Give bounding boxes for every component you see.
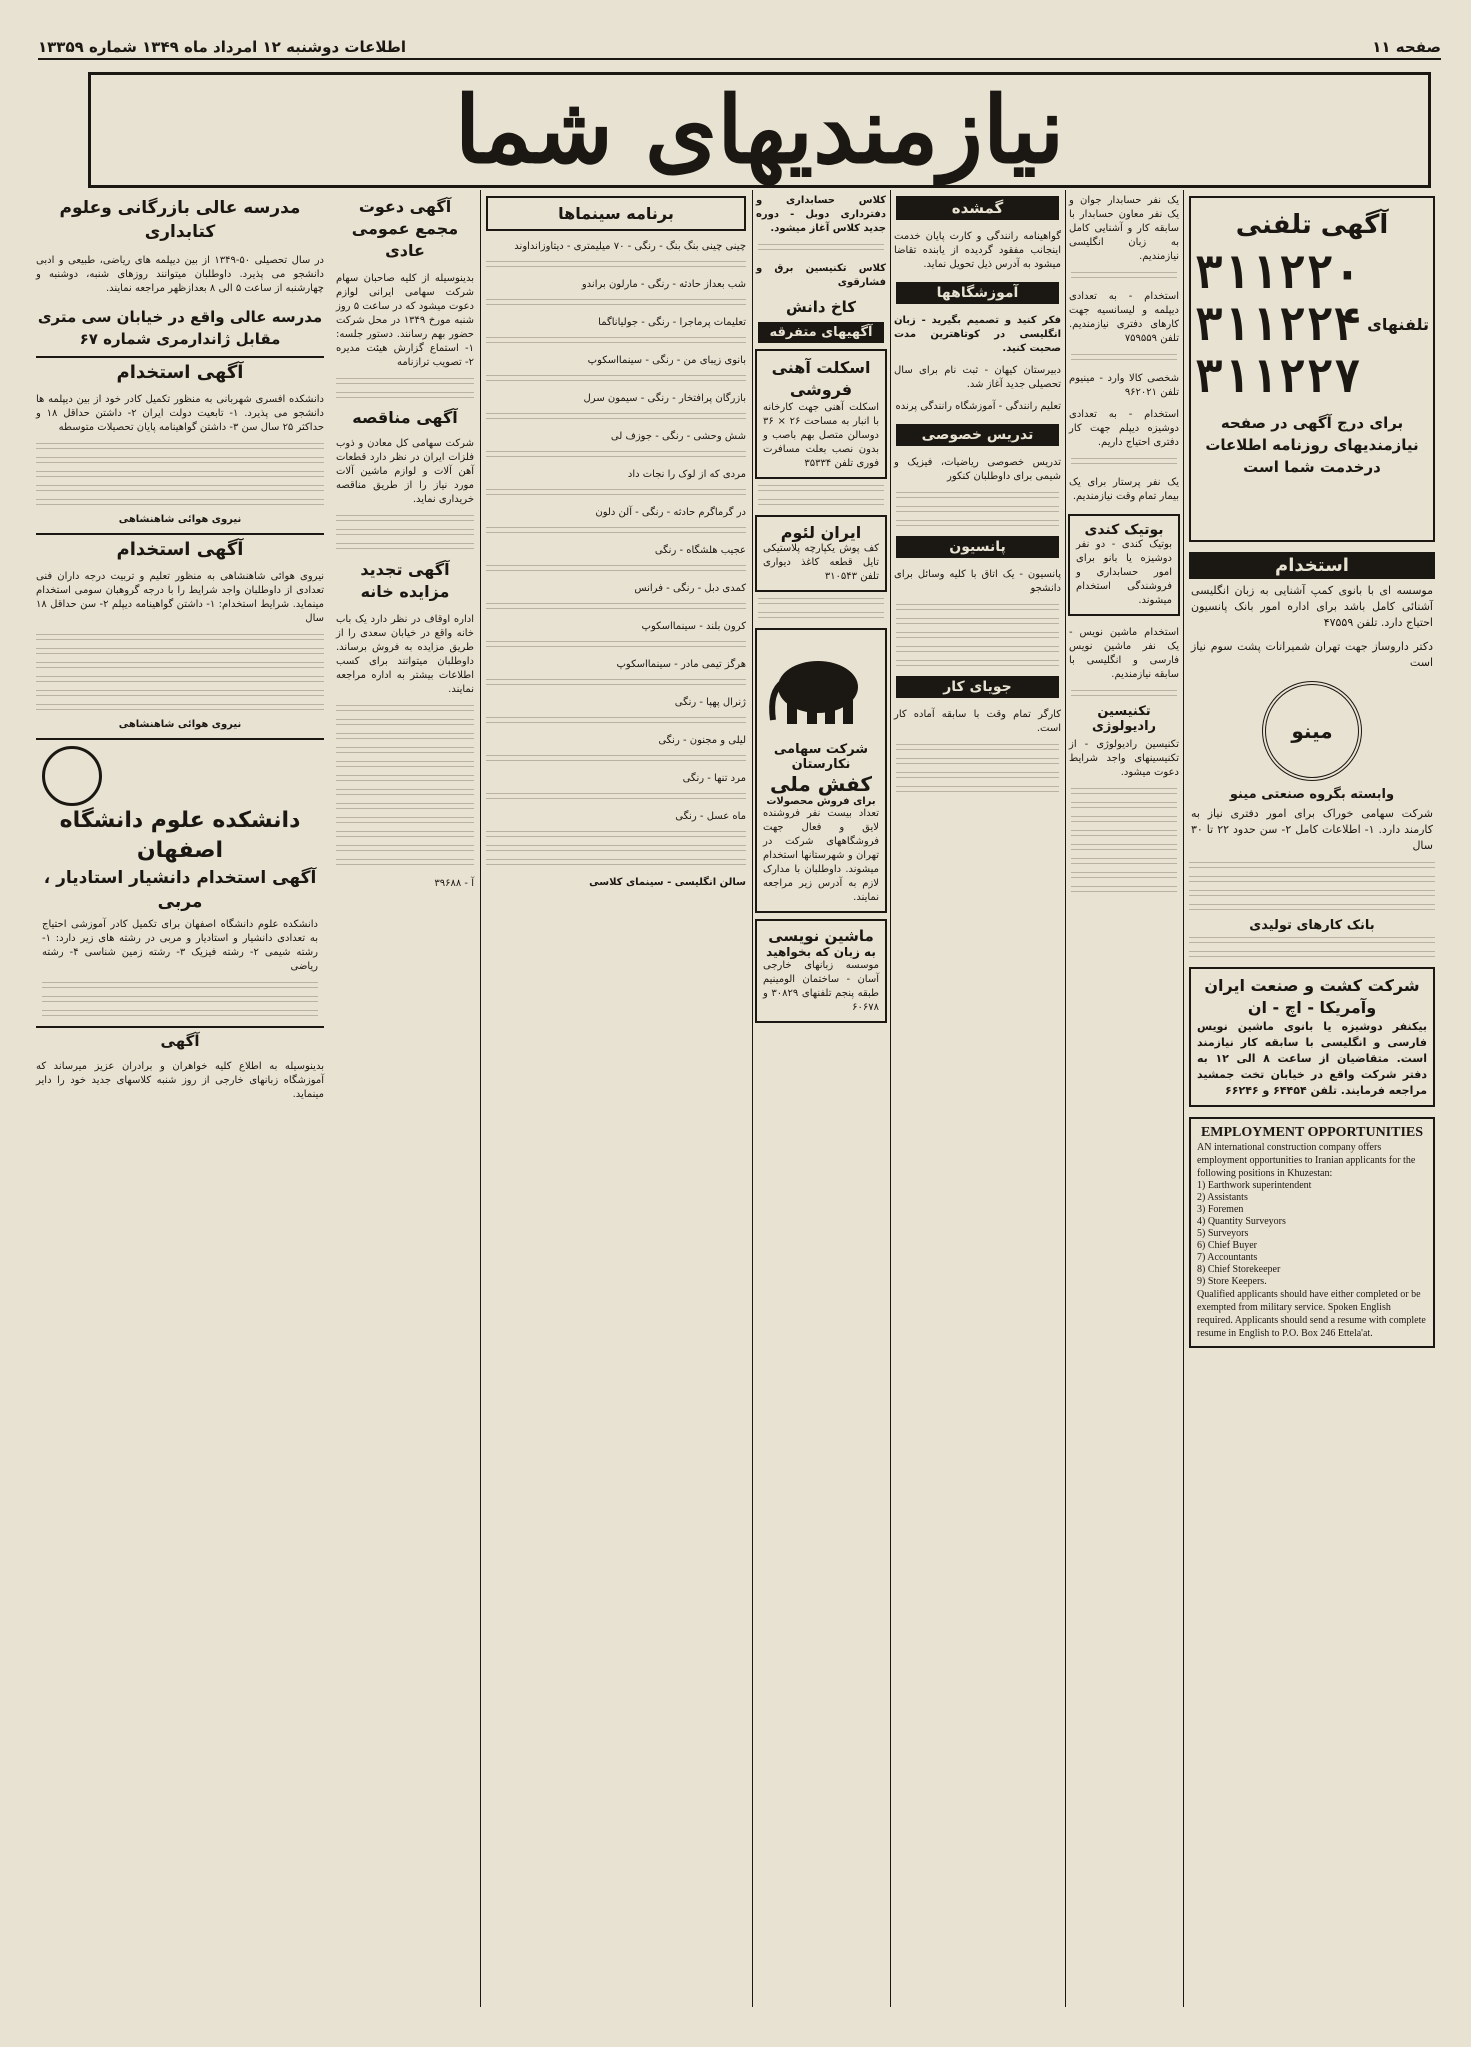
column-6 [330,190,481,2007]
menu-body: شرکت سهامی خوراک برای امور دفتری نیاز به کارمند دارد. ۱- اطلاعات کامل ۲- سن حدود ۲۲ تا ۳۰ سال [1191,807,1434,852]
typist-sub: به زبان که بخواهید [766,945,876,959]
meeting-title: آگهی دعوت مجمع عمومی عادی [351,197,459,260]
elephant-ad-box [755,628,887,913]
listing-footer: سالن انگلیسی - سینمای کلاسی [589,877,746,888]
phone-label: تلفنهای [1367,314,1429,334]
column-1 [1183,190,1441,2007]
notice-title: آگهی [36,1026,324,1050]
typist-box [755,919,887,1023]
listing: تعلیمات پرماجرا - رنگی - جولیاناگما [598,317,746,328]
university-emblem-icon [42,746,102,806]
ad-text: تدریس خصوصی ریاضیات، فیزیک و شیمی برای داوطلبان کنکور [894,457,1061,482]
boutique-box [1068,514,1180,616]
menu-badge-icon [1262,681,1362,781]
boutique-title: بوتیک کندی [1084,522,1164,538]
ad-text: یک نفر حسابدار جوان و یک نفر معاون حسابدار با سابقه کار و آشنایی کامل به زبان انگلیسی نیازمندیم. [1069,195,1179,262]
elephant-brand: کفش ملی [769,772,873,796]
listing: عجیب هلشگاه - رنگی [654,545,746,556]
employment-body: نیروی هوائی شاهنشاهی به منظور تعلیم و تربیت درجه داران فنی تعدادی از داوطلبان واجد شرایط را با درجه گروهبان سومی استخدام مینماید. شرایط استخدام: ۱- داشتن گواهینامه دیپلم ۲- سن حداقل ۱۸ سال [36,571,324,624]
university-body: دانشکده علوم دانشگاه اصفهان برای تکمیل کادر آموزشی احتیاج به تعدادی دانشیار و استادیار و مربی در رشته های زیر دارد: ۱- رشته شیمی ۲- رشته فیزیک ۳- رشته زمین شناسی ۴- رشته ریاضی [42,919,319,972]
bank-ad: بانک کارهای تولیدی [1249,918,1375,933]
listing: بانوی زیبای من - رنگی - سینمااسکوپ [587,355,746,366]
employment-en-item: 1) Earthwork superintendent [1197,1180,1312,1191]
university-title: دانشکده علوم دانشگاه اصفهان [59,808,301,863]
employment-title: آگهی استخدام [36,356,324,383]
menu-subtitle: وابسته بگروه صنعتی مینو [1229,787,1395,802]
employment-en-item: 2) Assistants [1197,1192,1248,1203]
employment-en-title: EMPLOYMENT OPPORTUNITIES [1200,1125,1424,1140]
ad-text: تعلیم رانندگی - آموزشگاه رانندگی پرنده [895,401,1061,412]
page-number: صفحه ۱۱ [1372,38,1441,56]
iran-lamp-box [755,515,887,592]
iran-lamp-title: ایران لئوم [780,523,862,542]
employment-en-box [1189,1117,1435,1348]
auction-title: آگهی تجدید مزایده خانه [360,560,450,601]
employment-en-item: 5) Surveyors [1197,1228,1249,1239]
ad-text: شخصی کالا وارد - مینیوم تلفن ۹۶۲۰۲۱ [1069,373,1179,398]
listing: کمدی دبل - رنگی - فرانس [634,583,746,594]
misc-header: آگهیهای متفرقه [758,322,884,343]
employment-title: آگهی استخدام [36,533,324,560]
listing: شش وحشی - رنگی - جوزف لی [610,431,746,442]
listing: مردی که از لوک را نجات داد [627,469,746,480]
listing: چینی چینی بنگ بنگ - رنگی - ۷۰ میلیمتری - دیتاوزانداوند [514,241,746,252]
ad-text: استخدام ماشین نویس - یک نفر ماشین نویس فارسی و انگلیسی با سابقه نیازمندیم. [1069,627,1179,680]
section-title: نیازمندیهای شما [454,76,1065,184]
employment-en-item: 7) Accountants [1197,1252,1258,1263]
company-ad-box [1189,967,1435,1107]
listing: هرگز تیمی مادر - سینمااسکوپ [616,659,746,670]
listing: بازرگان پرافتخار - رنگی - سیمون سرل [583,393,746,404]
employment-footer: نیروی هوائی شاهنشاهی [118,514,242,525]
listing: ژنرال پهپا - رنگی [674,697,746,708]
section-banner [88,72,1431,188]
employment-en-item: 4) Quantity Surveyors [1197,1216,1286,1227]
ad-text: یک نفر پرستار برای یک بیمار تمام وقت نیازمندیم. [1069,477,1179,502]
elephant-company: شرکت سهامی نکارستان [773,742,869,772]
employment-en-item: 6) Chief Buyer [1197,1240,1257,1251]
auction-body: اداره اوقاف در نظر دارد یک باب خانه واقع در خیابان سعدی را از طریق مزایده به فروش برساند. داوطلبان میتوانند برای کسب اطلاعات بیشتر به اداره مراجعه نمایند. [336,614,474,695]
cinema-header: برنامه سینماها [486,196,746,231]
ad-text: استخدام - به تعدادی دیپلمه و لیسانسیه جهت کارهای دفتری نیازمندیم. تلفن ۷۵۹۵۵۹ [1069,291,1179,344]
ad-text: دبیرستان کیهان - ثبت نام برای سال تحصیلی جدید آغاز شد. [894,365,1061,390]
phone-ad-box [1189,196,1435,542]
auction-footer: آ - ۳۹۶۸۸ [434,878,474,889]
ad-text: کلاس تکنیسین برق و فشارقوی [756,263,886,288]
listing: شب بعداز حادثه - رنگی - مارلون براندو [581,279,746,290]
private-tutoring-header: تدریس خصوصی [896,424,1059,446]
listing: لیلی و مجنون - رنگی [658,735,746,746]
college-body: در سال تحصیلی ۵۰-۱۳۴۹ از بین دیپلمه های ریاضی، طبیعی و ادبی دانشجو می پذیرد. داوطلبان میتوانند روزهای شنبه، دوشنبه و چهارشنبه از ساعت ۵ الی ۸ بعدازظهر مراجعه نمایند. [36,255,324,294]
ad-text: بوتیک کندی - دو نفر دوشیزه یا بانو برای امور حسابداری و فروشندگی استخدام میشوند. [1076,539,1172,606]
column-2 [1065,190,1184,2007]
column-5 [480,190,753,2007]
notice-body: بدینوسیله به اطلاع کلیه خواهران و برادران عزیز میرساند که آموزشگاه زبانهای خارجی از روز شنبه کلاسهای جدید خود را دایر مینماید. [36,1061,324,1100]
elephant-body: تعداد بیست نفر فروشنده لایق و فعال جهت فروشگاههای شرکت در تهران و شهرستانها استخدام میشوند. داوطلبان با مدارک لازم به آدرس زیر مراجعه نمایند. [763,808,879,903]
employment-en-item: 3) Foremen [1197,1204,1244,1215]
listing: ماه عسل - رنگی [675,811,746,822]
typist-body: موسسه زبانهای خارجی آسان - ساختمان الومینیم طبقه پنجم تلفنهای ۳۰۸۲۹ و ۶۰۶۷۸ [763,960,879,1013]
ad-text: گواهینامه رانندگی و کارت پایان خدمت اینجانب مفقود گردیده از یابنده تقاضا میشود به آدرس ذیل تحویل نماید. [894,231,1061,270]
institutes-header: آموزشگاهها [896,282,1059,304]
listing: مرد تنها - رنگی [682,773,746,784]
ad-text: دکتر داروساز جهت تهران شمیرانات پشت سوم نیاز است [1191,640,1433,669]
elephant-sub: برای فروش محصولات [766,796,876,807]
ad-text: پانسیون - یک اتاق با کلیه وسائل برای دانشجو [894,569,1061,594]
column-4 [752,190,891,2007]
phone-number-1: ۳۱۱۲۲۰ [1195,245,1362,299]
tender-title: آگهی مناقصه [352,408,458,427]
column-7 [30,190,330,2007]
kakh-danesh: کاخ دانش [785,298,857,316]
tech-title: تکنیسین رادیولوژی [1091,704,1157,734]
pansion-header: پانسیون [896,536,1059,558]
typist-title: ماشین نویسی [768,927,874,945]
university-subtitle: آگهی استخدام دانشیار استادیار ، مربی [43,868,317,912]
college-address: مدرسه عالی واقع در خیابان سی متری مقابل ژاندارمری شماره ۶۷ [37,308,323,348]
ad-text: موسسه ای با بانوی کمپ آشنایی به زبان انگلیسی آشنائی کامل باشد برای اداره امور بانک پانسیون احتیاج دارد. تلفن ۴۷۵۵۹ [1191,584,1433,629]
scaffold-body: اسکلت آهنی جهت کارخانه با انبار به مساحت ۲۶ × ۳۶ دوسالن متصل بهم باصب و بدون نصب بعلت مسافرت فوری تلفن ۳۵۳۳۴ [763,402,879,469]
employment-en-item: 8) Chief Storekeeper [1197,1264,1281,1275]
elephant-icon [763,642,873,732]
employment-header: استخدام [1189,552,1435,579]
column-3 [890,190,1066,2007]
ad-text: کارگر تمام وقت با سابقه آماده کار است. [894,709,1061,734]
employment-body: دانشکده افسری شهربانی به منظور تکمیل کادر خود از بین دیپلمه ها دانشجو می پذیرد. ۱- تابعیت دولت ایران ۲- داشتن حداقل ۱۸ و حداکثر ۲۵ سال سن ۳- داشتن گواهینامه پایان تحصیلات متوسطه [36,394,325,433]
employment-en-item: 9) Store Keepers. [1197,1276,1267,1287]
tender-body: شرکت سهامی کل معادن و ذوب فلزات ایران در نظر دارد قطعات آهن آلات و لوازم ماشین آلات مورد نیاز را از طریق مناقصه خریداری نماید. [336,438,474,505]
ad-text: فکر کنید و تصمیم بگیرید - زبان انگلیسی در کوتاهترین مدت صحبت کنید. [894,315,1061,354]
menu-badge-text: مینو [1291,719,1333,743]
company-body: بیکنفر دوشیزه یا بانوی ماشین نویس فارسی و انگلیسی با سابقه کار نیازمند است. متقاضیان از ساعت ۸ الی ۱۲ به دفتر شرکت واقع در خیابان تخت جمشید مراجعه فرمایند. تلفن ۶۴۴۵۴ و ۶۶۲۴۶ [1197,1020,1427,1097]
phone-ad-note: برای درج آگهی در صفحه نیازمندیهای روزنامه اطلاعات درخدمت شما است [1205,414,1419,476]
company-title: شرکت کشت و صنعت ایران وآمریکا - اچ - ان [1204,976,1420,1017]
phone-ad-title: آگهی تلفنی [1235,210,1389,240]
listing: در گرماگرم حادثه - رنگی - آلن دلون [595,507,746,518]
ad-text: کلاس حسابداری و دفترداری دوبل - دوره جدید کلاس آغاز میشود. [756,195,886,234]
scaffold-box [755,349,887,479]
issue-line: اطلاعات دوشنبه ۱۲ امرداد ماه ۱۳۴۹ شماره ۱۳۳۵۹ [38,38,407,56]
meeting-body: بدینوسیله از کلیه صاحبان سهام شرکت سهامی ایرانی لوازم دعوت میشود که در ساعت ۵ روز شنبه مورخ ۱۳۴۹ در محل شرکت حضور بهم رسانند. دستور جلسه: ۱- استماع گزارش هیئت مدیره ۲- تصویب ترازنامه [336,273,474,368]
ad-text: تکنیسین رادیولوژی - از تکنیسینهای واجد شرایط دعوت میشود. [1069,739,1179,778]
phone-number-2: ۳۱۱۲۲۴ [1195,297,1362,351]
employment-footer: نیروی هوائی شاهنشاهی [118,719,242,730]
page-header [38,36,1441,60]
listing: کرون بلند - سینمااسکوپ [641,621,746,632]
scaffold-title: اسکلت آهنی فروشی [771,358,871,399]
phone-number-3: ۳۱۱۲۲۷ [1195,349,1362,403]
employment-en-footer: Qualified applicants should have either completed or be exempted from military service. Spoken English required. Applicants should send a resume with complete resume in English to P.O. Box 246 Ettela'at. [1197,1289,1426,1339]
ad-text: استخدام - به تعدادی دوشیزه دیپلم جهت کار دفتری احتیاج داریم. [1069,409,1179,448]
jobs-header: جویای کار [896,676,1059,698]
lost-header: گمشده [896,196,1059,220]
employment-en-body: AN international construction company offers employment opportunities to Iranian applicants for the following positions in Khuzestan: [1197,1142,1416,1179]
college-title: مدرسه عالی بازرگانی وعلوم کتابداری [59,198,301,242]
iran-lamp-body: کف پوش یکپارچه پلاستیکی تایل قطعه کاغذ دیواری تلفن ۳۱۰۵۴۳ [763,543,879,582]
